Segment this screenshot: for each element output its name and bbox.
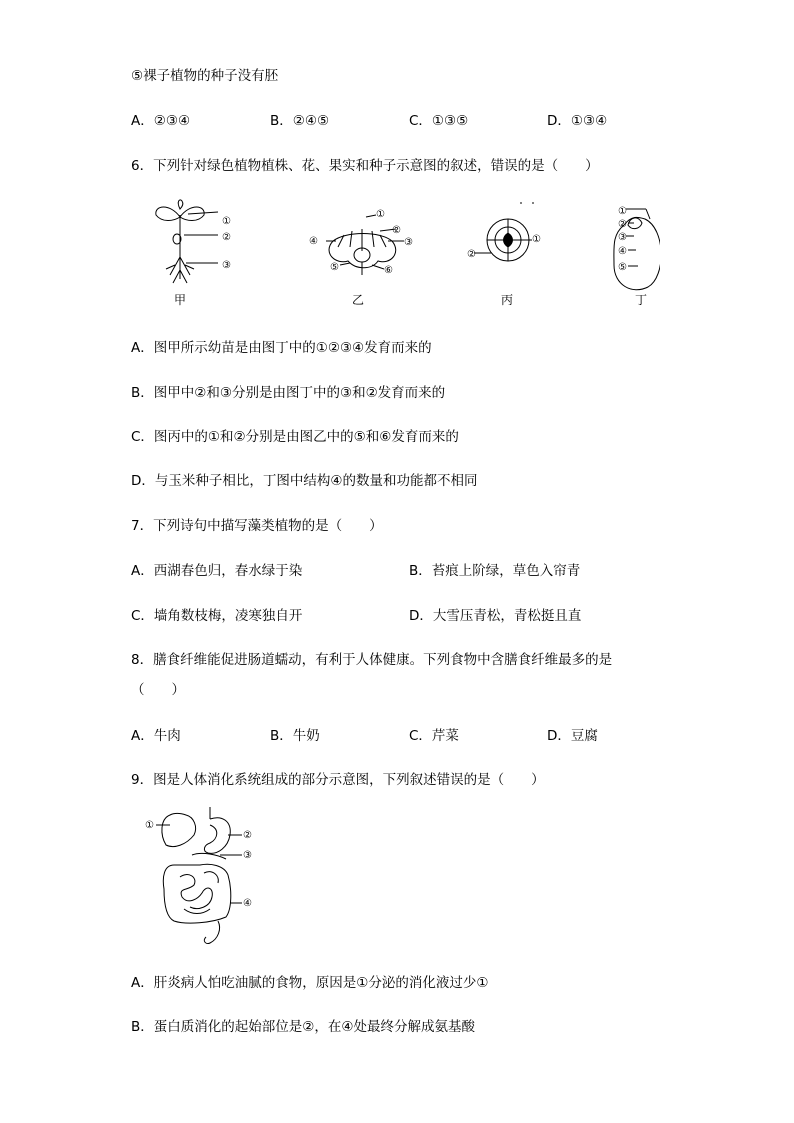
caption-jia: 甲 [174, 293, 187, 307]
seed-marker-5: ⑤ [618, 262, 627, 273]
q6-option-a[interactable]: A．图甲所示幼苗是由图丁中的①②③④发育而来的 [131, 340, 432, 356]
seedling-marker-1: ① [222, 216, 231, 227]
flower-marker-2: ② [392, 225, 401, 236]
q7-option-b[interactable]: B．苔痕上阶绿，草色入帘青 [409, 563, 581, 579]
seed-marker-4: ④ [618, 246, 627, 257]
seedling-marker-3: ③ [222, 260, 231, 271]
flower-marker-3: ③ [404, 237, 413, 248]
q5-item5: ⑤裸子植物的种子没有胚 [131, 68, 279, 84]
flower-marker-1: ① [376, 209, 385, 220]
fruit-figure [474, 203, 534, 261]
seedling-figure [156, 200, 218, 283]
q7-option-d[interactable]: D．大雪压青松，青松挺且直 [409, 608, 582, 624]
q6-figure [140, 195, 660, 310]
flower-marker-6: ⑥ [384, 265, 393, 276]
digestive-marker-2: ② [243, 830, 252, 841]
flower-marker-5: ⑤ [330, 262, 339, 273]
seed-marker-1: ① [618, 206, 627, 217]
q5-option-d[interactable]: D．①③④ [547, 113, 608, 129]
q7-stem: 7．下列诗句中描写藻类植物的是（ ） [131, 518, 383, 534]
fruit-marker-1: ① [532, 234, 541, 245]
q8-option-b[interactable]: B．牛奶 [270, 728, 320, 744]
q6-stem: 6．下列针对绿色植物植株、花、果实和种子示意图的叙述，错误的是（ ） [131, 158, 599, 174]
q8-stem: 8．膳食纤维能促进肠道蠕动，有利于人体健康。下列食物中含膳食纤维最多的是 [131, 652, 613, 668]
caption-bing: 丙 [501, 293, 514, 307]
q9-option-b[interactable]: B．蛋白质消化的起始部位是②，在④处最终分解成氨基酸 [131, 1019, 475, 1035]
q9-stem: 9．图是人体消化系统组成的部分示意图，下列叙述错误的是（ ） [131, 772, 545, 788]
q6-option-b[interactable]: B．图甲中②和③分别是由图丁中的③和②发育而来的 [131, 385, 446, 401]
seedling-marker-2: ② [222, 232, 231, 243]
q6-option-c[interactable]: C．图丙中的①和②分别是由图乙中的⑤和⑥发育而来的 [131, 429, 459, 445]
digestive-marker-1: ① [145, 820, 154, 831]
q8-option-c[interactable]: C．芹菜 [409, 728, 459, 744]
caption-yi: 乙 [352, 293, 365, 307]
caption-ding: 丁 [635, 293, 648, 307]
flower-marker-4: ④ [309, 236, 318, 247]
q5-option-b[interactable]: B．②④⑤ [270, 113, 330, 129]
q9-option-a[interactable]: A．肝炎病人怕吃油腻的食物，原因是①分泌的消化液过少① [131, 975, 489, 991]
q7-option-a[interactable]: A．西湖春色归，春水绿于染 [131, 563, 303, 579]
q6-option-d[interactable]: D．与玉米种子相比，丁图中结构④的数量和功能都不相同 [131, 473, 478, 489]
q8-stem-cont: （ ） [131, 682, 185, 698]
q8-option-a[interactable]: A．牛肉 [131, 728, 181, 744]
q5-option-c[interactable]: C．①③⑤ [409, 113, 469, 129]
digestive-marker-4: ④ [243, 898, 252, 909]
q7-option-c[interactable]: C．墙角数枝梅，凌寒独自开 [131, 608, 303, 624]
digestive-marker-3: ③ [243, 850, 252, 861]
q8-option-d[interactable]: D．豆腐 [547, 728, 598, 744]
seed-marker-2: ② [618, 219, 627, 230]
fruit-marker-2: ② [467, 249, 476, 260]
seed-marker-3: ③ [618, 232, 627, 243]
q5-option-a[interactable]: A．②③④ [131, 113, 191, 129]
